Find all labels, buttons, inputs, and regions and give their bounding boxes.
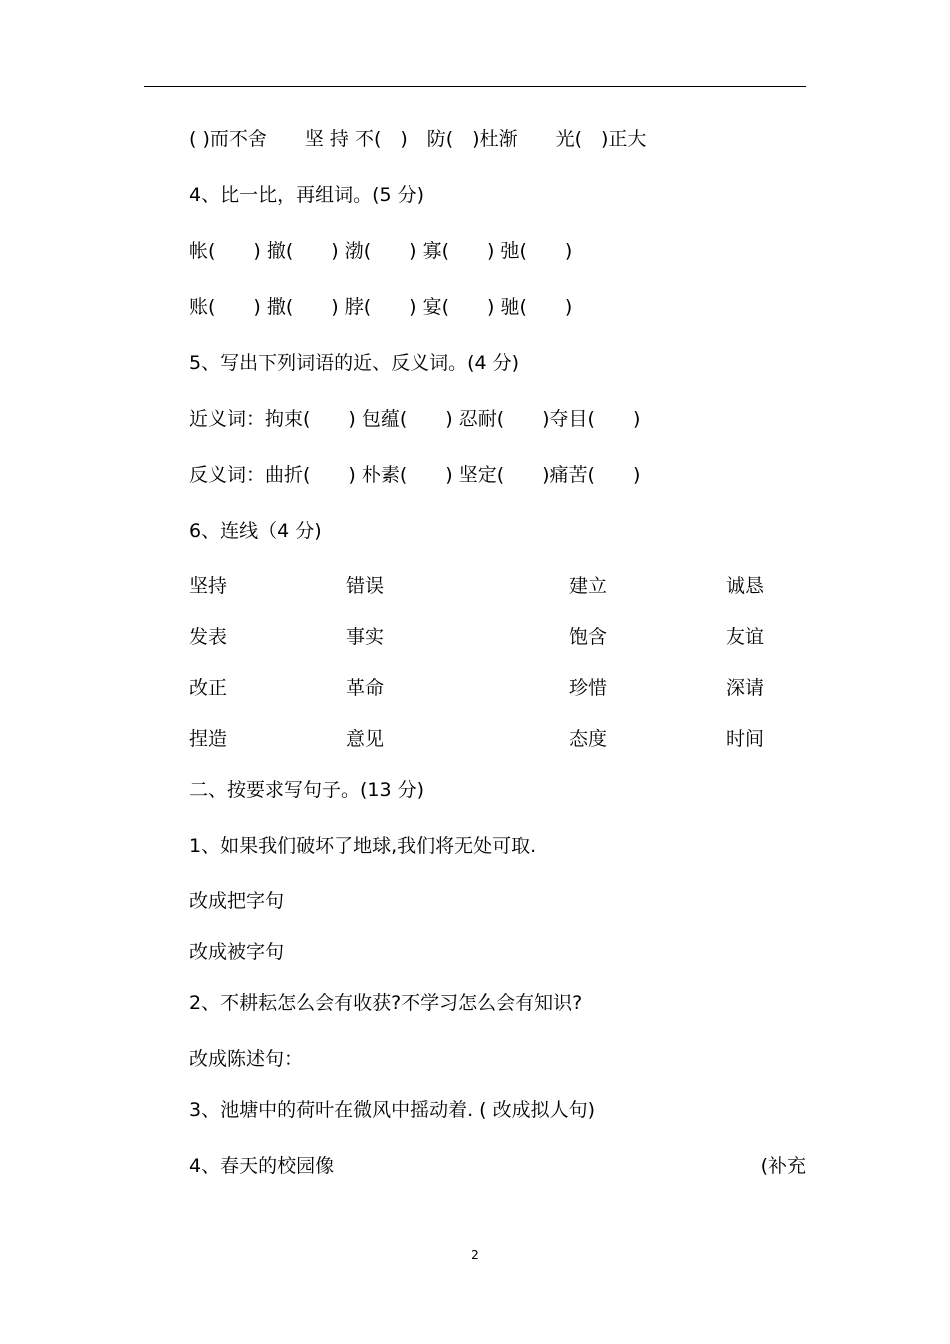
- matching-word: 意见: [346, 728, 385, 750]
- sentence-1: 1、如果我们破坏了地球,我们将无处可取.: [189, 835, 537, 857]
- matching-word: 捏造: [189, 728, 228, 750]
- sentence-4-tail: (补充: [760, 1155, 806, 1177]
- q6-title: 6、连线（4 分): [189, 520, 322, 542]
- matching-word: 饱含: [569, 626, 608, 648]
- sentence-2-task: 改成陈述句：: [189, 1048, 304, 1070]
- matching-word: 时间: [726, 728, 765, 750]
- q5-title: 5、写出下列词语的近、反义词。(4 分): [189, 352, 520, 374]
- matching-word: 建立: [569, 575, 608, 597]
- matching-word: 坚持: [189, 575, 228, 597]
- matching-word: 错误: [346, 575, 385, 597]
- q4-row-2: 账( ) 撒( ) 脖( ) 宴( ) 驰( ): [189, 296, 573, 318]
- sentence-1-task-b: 改成被字句: [189, 941, 285, 963]
- matching-word: 改正: [189, 677, 228, 699]
- matching-word: 态度: [569, 728, 608, 750]
- matching-word: 诚恳: [726, 575, 765, 597]
- matching-word: 珍惜: [569, 677, 608, 699]
- q5-antonyms: 反义词：曲折( ) 朴素( ) 坚定( )痛苦( ): [189, 464, 641, 486]
- header-rule: [144, 86, 806, 87]
- matching-word: 深请: [726, 677, 765, 699]
- sentence-3: 3、池塘中的荷叶在微风中摇动着. ( 改成拟人句): [189, 1099, 596, 1121]
- q5-synonyms: 近义词：拘束( ) 包蕴( ) 忍耐( )夺目( ): [189, 408, 641, 430]
- matching-word: 发表: [189, 626, 228, 648]
- sentence-4: 4、春天的校园像: [189, 1155, 335, 1177]
- matching-word: 革命: [346, 677, 385, 699]
- section-2-title: 二、按要求写句子。(13 分): [189, 779, 425, 801]
- q4-row-1: 帐( ) 撤( ) 渤( ) 寡( ) 弛( ): [189, 240, 573, 262]
- page-number: 2: [471, 1248, 479, 1262]
- matching-word: 友谊: [726, 626, 765, 648]
- sentence-1-task-a: 改成把字句: [189, 890, 285, 912]
- matching-word: 事实: [346, 626, 385, 648]
- q4-title: 4、比一比，再组词。(5 分): [189, 184, 425, 206]
- sentence-2: 2、不耕耘怎么会有收获?不学习怎么会有知识?: [189, 992, 583, 1014]
- idioms-line: ( )而不舍 坚 持 不( ) 防( )杜渐 光( )正大: [189, 128, 647, 150]
